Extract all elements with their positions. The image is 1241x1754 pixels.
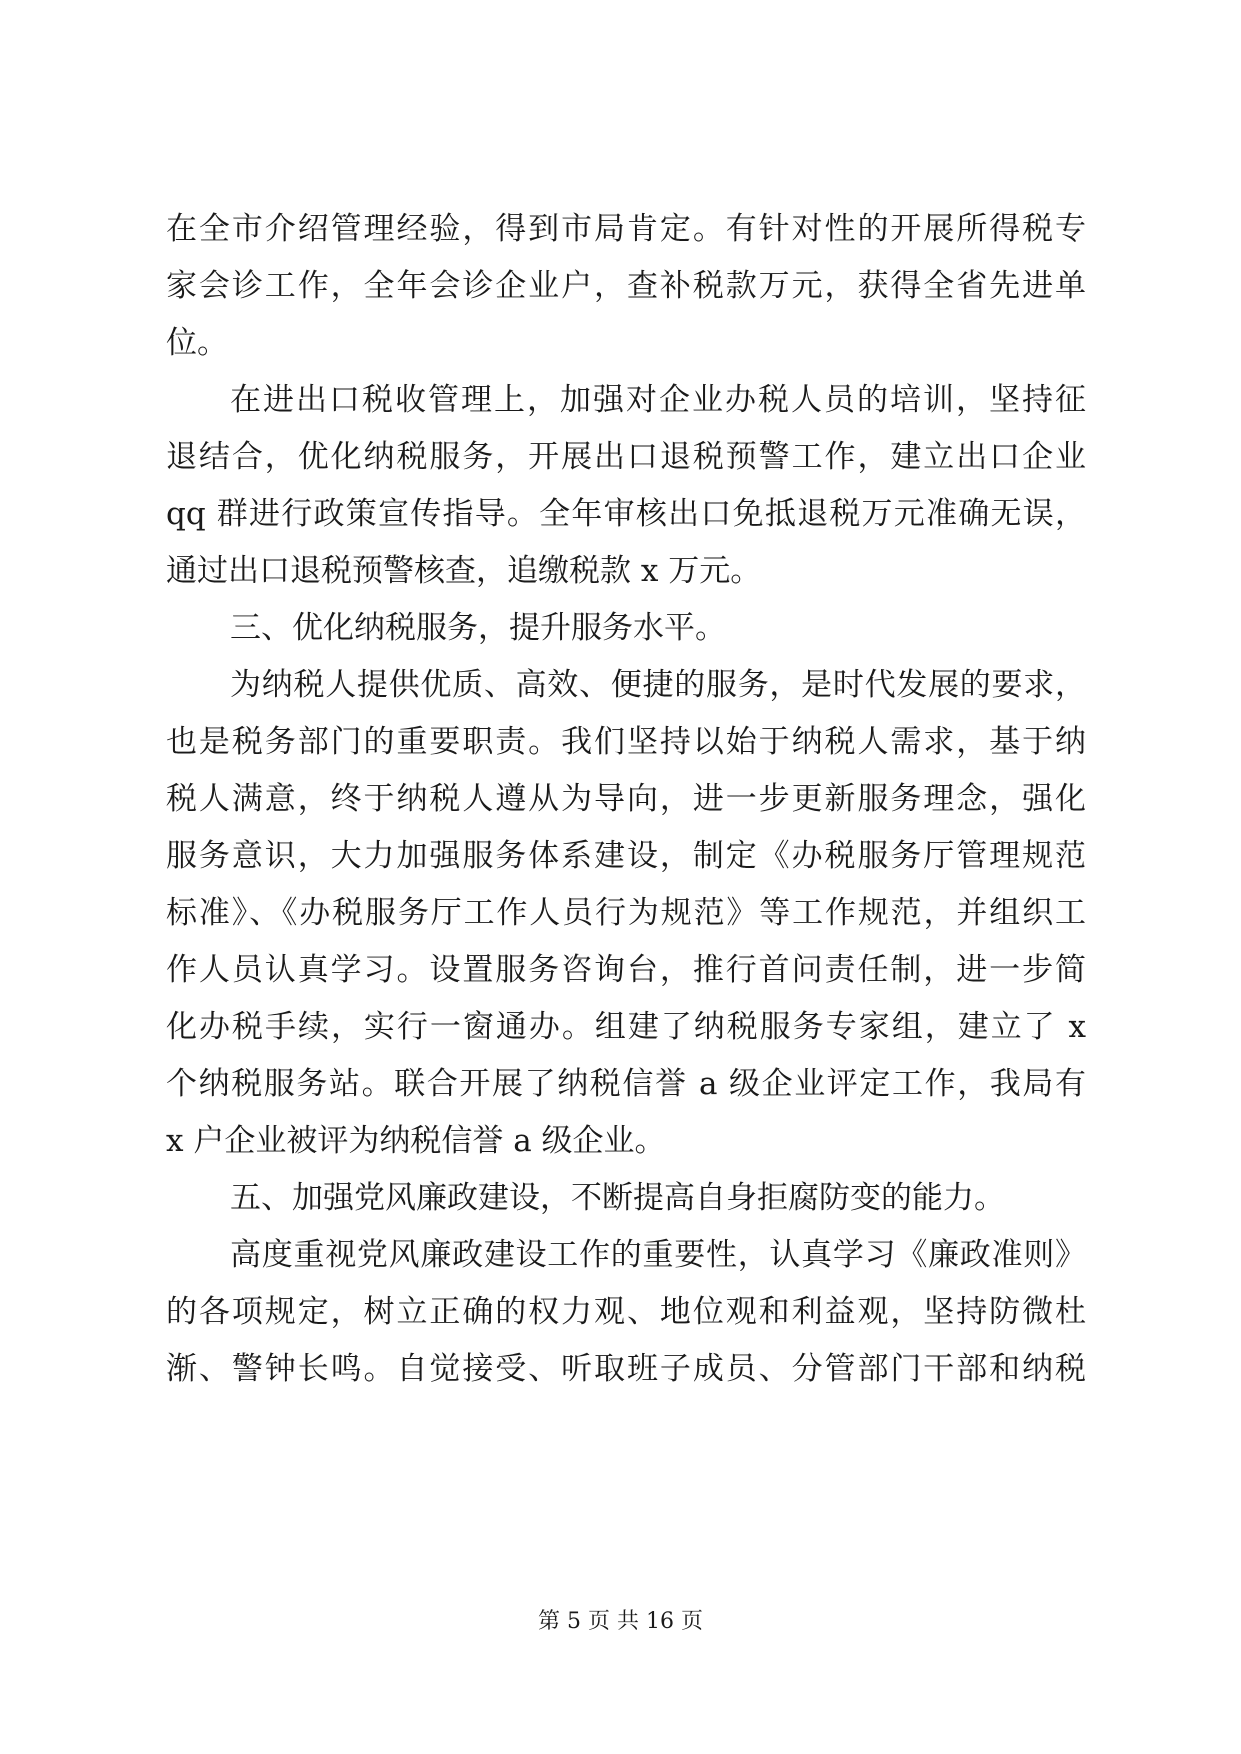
paragraph-line: 的各项规定，树立正确的权力观、地位观和利益观，坚持防微杜	[166, 1294, 1086, 1330]
section-heading: 五、加强党风廉政建设，不断提高自身拒腐防变的能力。	[230, 1180, 1005, 1216]
paragraph-line: 在进出口税收管理上，加强对企业办税人员的培训，坚持征	[230, 382, 1086, 418]
paragraph-line: 通过出口退税预警核查，追缴税款 x 万元。	[166, 553, 762, 589]
paragraph-line: 服务意识，大力加强服务体系建设，制定《办税服务厅管理规范	[166, 838, 1086, 874]
paragraph-line: 位。	[166, 325, 228, 361]
section-heading: 三、优化纳税服务，提升服务水平。	[230, 610, 726, 646]
paragraph-line: 渐、警钟长鸣。自觉接受、听取班子成员、分管部门干部和纳税	[166, 1351, 1086, 1387]
paragraph-line: 作人员认真学习。设置服务咨询台，推行首问责任制，进一步简	[166, 952, 1086, 988]
paragraph-line: 在全市介绍管理经验，得到市局肯定。有针对性的开展所得税专	[166, 211, 1086, 247]
paragraph-line: 家会诊工作，全年会诊企业户，查补税款万元，获得全省先进单	[166, 268, 1086, 304]
paragraph-line: x 户企业被评为纳税信誉 a 级企业。	[166, 1123, 666, 1159]
paragraph-line: 退结合，优化纳税服务，开展出口退税预警工作，建立出口企业	[166, 439, 1086, 475]
paragraph-line: 高度重视党风廉政建设工作的重要性，认真学习《廉政准则》	[230, 1237, 1086, 1273]
paragraph-line: 个纳税服务站。联合开展了纳税信誉 a 级企业评定工作，我局有	[166, 1066, 1086, 1102]
paragraph-line: 税人满意，终于纳税人遵从为导向，进一步更新服务理念，强化	[166, 781, 1086, 817]
paragraph-line: 化办税手续，实行一窗通办。组建了纳税服务专家组，建立了 x	[166, 1009, 1086, 1045]
paragraph-line: qq 群进行政策宣传指导。全年审核出口免抵退税万元准确无误，	[166, 496, 1086, 532]
paragraph-line: 为纳税人提供优质、高效、便捷的服务，是时代发展的要求，	[230, 667, 1086, 703]
paragraph-line: 也是税务部门的重要职责。我们坚持以始于纳税人需求，基于纳	[166, 724, 1086, 760]
page-number-footer: 第 5 页 共 16 页	[538, 1609, 703, 1634]
paragraph-line: 标准》、《办税服务厅工作人员行为规范》等工作规范，并组织工	[166, 895, 1086, 931]
